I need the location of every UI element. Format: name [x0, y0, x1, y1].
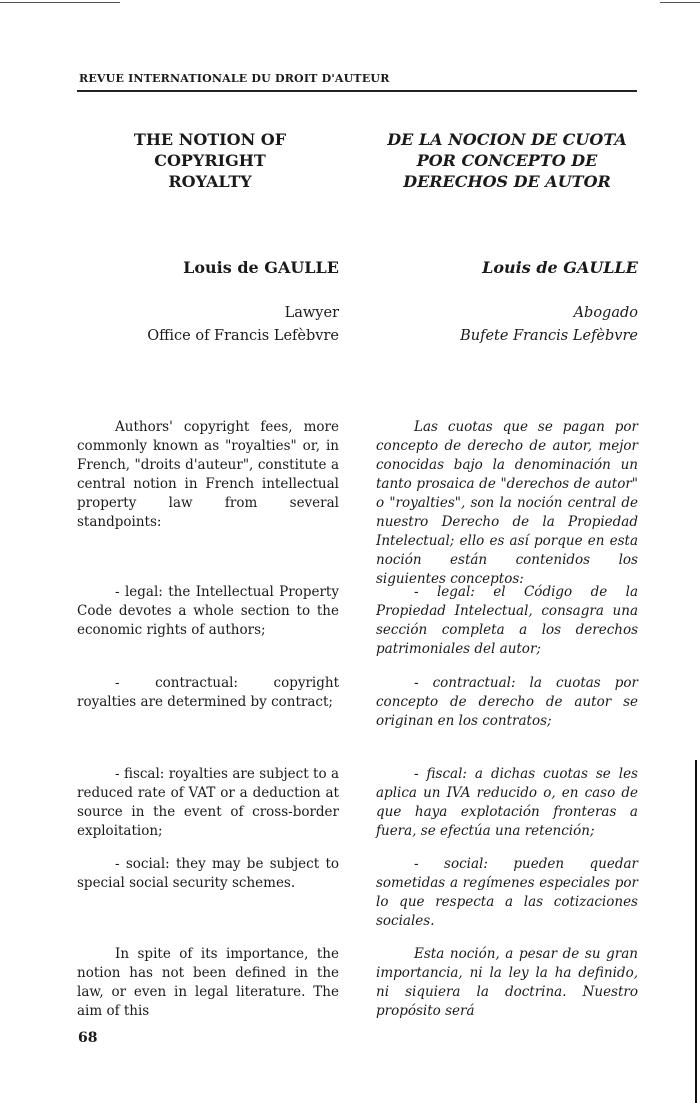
spanish-paragraph-contractual: - contractual: la cuotas por concepto de derecho de autor se originan en los contratos; — [376, 675, 638, 729]
spanish-paragraph-legal: - legal: el Código de la Propiedad Intelectual, consagra una sección completa a los derechos patrimoniales del autor; — [376, 584, 638, 657]
spanish-title: DE LA NOCION DE CUOTA POR CONCEPTO DE DERECHOS DE AUTOR — [387, 130, 627, 191]
spanish-role: Abogado — [573, 305, 638, 321]
english-role: Lawyer — [284, 305, 339, 321]
spanish-paragraph-fiscal: - fiscal: a dichas cuotas se les aplica un IVA reducido o, en caso de que haya explotación fronteras a fuera, se efectúa una retención; — [376, 766, 638, 839]
spanish-affiliation — [376, 302, 638, 348]
scan-edge-shadow — [695, 760, 697, 1103]
top-edge-rule-right — [660, 2, 700, 3]
header-rule — [77, 90, 637, 92]
english-paragraph-contractual: - contractual: copyright royalties are determined by contract; — [77, 675, 339, 710]
english-paragraph-social: - social: they may be subject to special social security schemes. — [77, 856, 339, 891]
english-paragraph-intro: Authors' copyright fees, more commonly known as "royalties" or, in French, "droits d'auteur", constitute a central notion in French intellectual property law from several standpoints: — [77, 419, 339, 530]
spanish-paragraph-intro: Las cuotas que se pagan por concepto de derecho de autor, mejor conocidas bajo la denominación un tanto prosaica de "derechos de autor" o "royalties", son la noción central de nuestro Derecho de la Propiedad Intelectual; ello es así porque en esta noción están contenidos los siguientes conceptos: — [376, 419, 638, 587]
english-paragraph-conclusion: In spite of its importance, the notion has not been defined in the law, or even in legal literature. The aim of this — [77, 946, 339, 1019]
spanish-paragraph-social: - social: pueden quedar sometidas a regímenes especiales por lo que respecta a las cotizaciones sociales. — [376, 856, 638, 929]
spanish-author: Louis de GAULLE — [482, 258, 638, 277]
english-author: Louis de GAULLE — [183, 258, 339, 277]
journal-header: REVUE INTERNATIONALE DU DROIT D'AUTEUR — [79, 72, 390, 85]
english-affiliation — [77, 302, 339, 348]
page-number: 68 — [78, 1030, 98, 1046]
english-title: THE NOTION OF COPYRIGHT ROYALTY — [133, 130, 287, 191]
top-edge-rule — [0, 2, 120, 3]
english-paragraph-legal: - legal: the Intellectual Property Code devotes a whole section to the economic rights of authors; — [77, 584, 339, 638]
spanish-office: Bufete Francis Lefèbvre — [460, 328, 638, 344]
english-paragraph-fiscal: - fiscal: royalties are subject to a reduced rate of VAT or a deduction at source in the event of cross-border exploitation; — [77, 766, 339, 839]
spanish-paragraph-conclusion: Esta noción, a pesar de su gran importancia, ni la ley la ha definido, ni siquiera la doctrina. Nuestro propósito será — [376, 946, 638, 1019]
english-office: Office of Francis Lefèbvre — [147, 328, 339, 344]
